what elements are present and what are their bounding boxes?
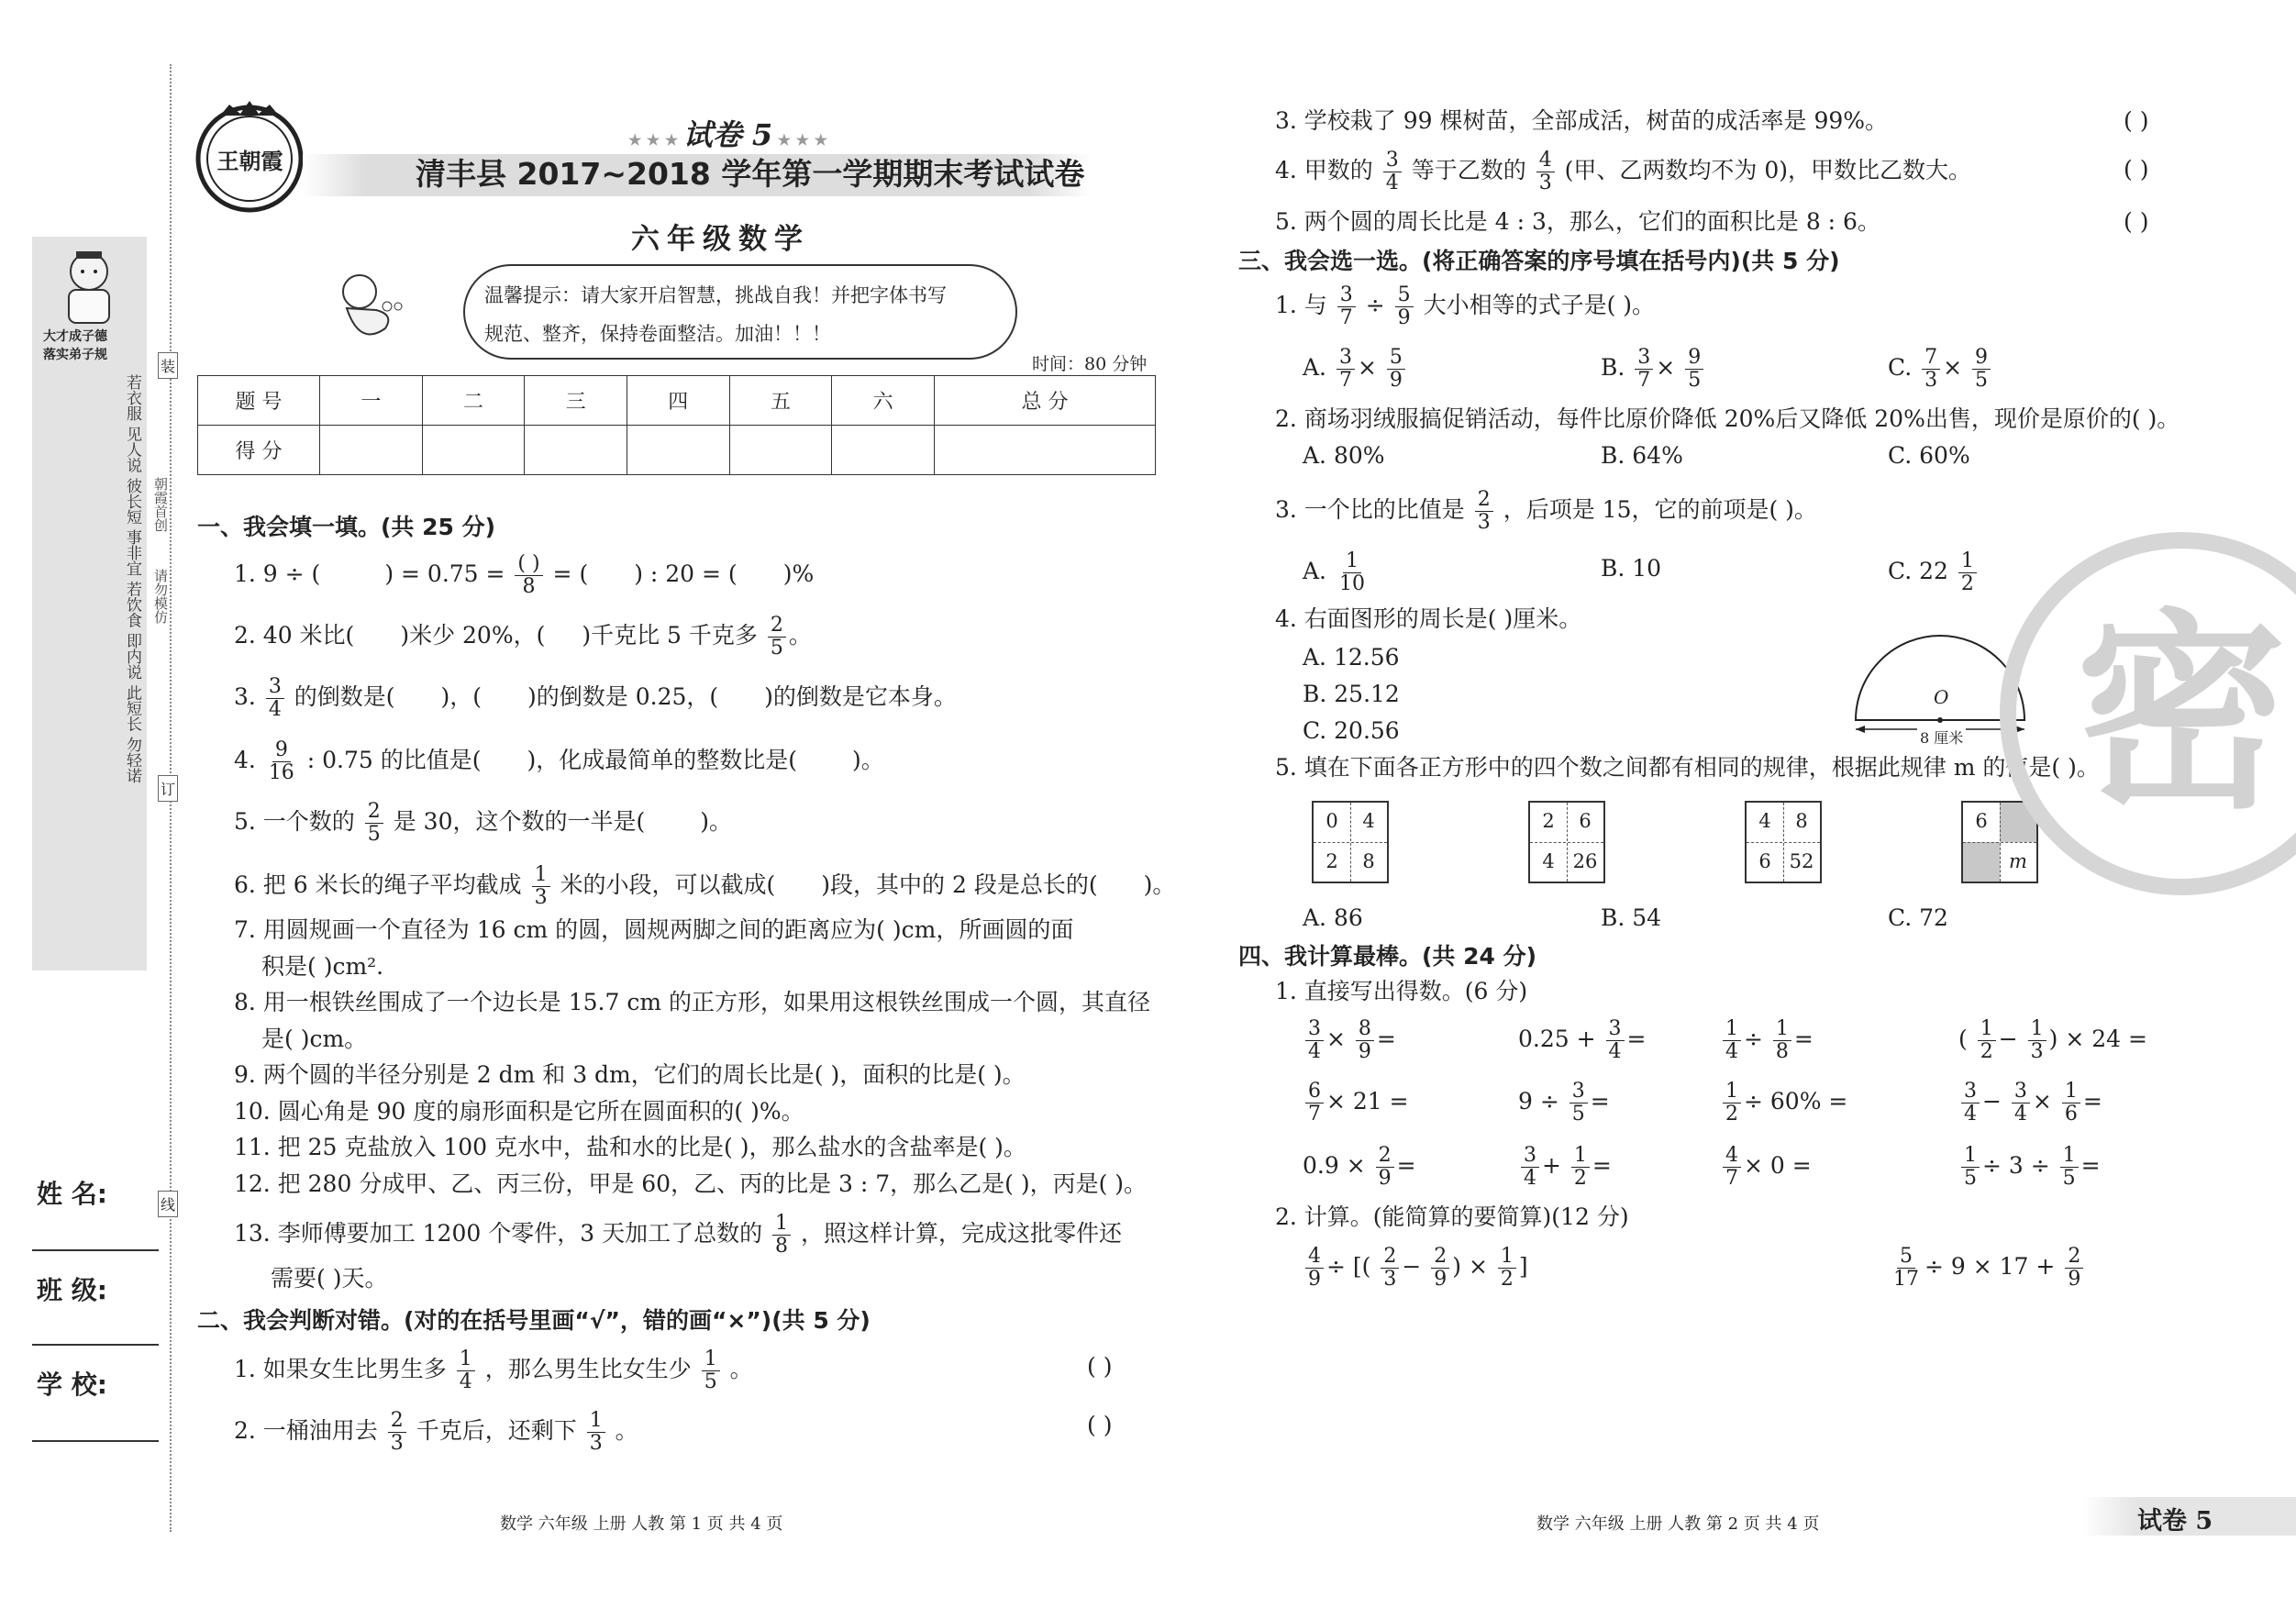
s2-q5: 5. 两个圆的周长比是 4 : 3，那么，它们的面积比是 8 : 6。 xyxy=(1275,208,1880,235)
school-label: 学 校: xyxy=(37,1370,107,1400)
semicircle-diameter-label: 8 厘米 xyxy=(1917,726,1966,748)
fraction: $\frac{5}{9}$ xyxy=(1387,347,1405,392)
box-num: 26 xyxy=(1572,850,1598,872)
calc-r2-b: 9 ÷ $\frac{3}{5}$ = xyxy=(1518,1080,1610,1126)
fraction: $\frac{9}{5}$ xyxy=(1685,347,1703,392)
logo-emblem xyxy=(193,99,307,214)
tip-line-1: 温馨提示：请大家开启智慧，挑战自我！并把字体书写 xyxy=(484,284,947,306)
subject-title: 六年级数学 xyxy=(631,223,810,256)
s3-q4-optA[interactable]: A. 12.56 xyxy=(1303,644,1400,671)
exam-time: 时间：80 分钟 xyxy=(1032,354,1148,374)
name-label: 姓 名: xyxy=(37,1179,107,1209)
s3-q4-optC[interactable]: C. 20.56 xyxy=(1303,717,1400,744)
box-num: 2 xyxy=(1542,810,1555,832)
score-table xyxy=(197,375,1156,475)
box-num: 4 xyxy=(1362,810,1375,832)
s1-q12: 12. 把 280 分成甲、乙、丙三份，甲是 60，乙、丙的比是 3 : 7，那么乙是( )，丙是( )。 xyxy=(234,1170,1148,1197)
s1-q7-line2: 积是( )cm². xyxy=(261,953,384,980)
score-table-header-row xyxy=(198,376,1156,426)
s2-q2: 2. 一桶油用去 $\frac{2}{3}$ 千克后，还剩下 $\frac{1}{3}$ 。 xyxy=(234,1409,638,1455)
score-cell: 题 号 xyxy=(198,376,320,426)
class-label: 班 级: xyxy=(37,1275,107,1305)
score-table-score-row xyxy=(198,426,1156,475)
school-field-line[interactable] xyxy=(32,1440,159,1442)
bind-char-2: 订 xyxy=(158,775,178,802)
box-num: 8 xyxy=(1362,850,1375,872)
section2-heading: 二、我会判断对错。(对的在括号里画“√”，错的画“×”)(共 5 分) xyxy=(197,1307,871,1334)
fraction: $\frac{2}{3}$ xyxy=(1475,489,1493,534)
fraction: $\frac{3}{4}$ xyxy=(2012,1081,2030,1126)
fraction: $\frac{5}{17}$ xyxy=(1893,1245,1919,1291)
box-num: 4 xyxy=(1758,810,1771,832)
fraction: $\frac{1}{2}$ xyxy=(1571,1145,1590,1190)
box-num-unknown: m xyxy=(2009,850,2027,872)
score-input-cell[interactable] xyxy=(320,426,423,475)
fraction: $\frac{8}{9}$ xyxy=(1356,1018,1374,1063)
calc-r1-b: 0.25 + $\frac{3}{4}$ = xyxy=(1518,1017,1647,1063)
sidebar-poem-col: 勿轻诺 xyxy=(123,736,141,783)
watermark-char: 密 xyxy=(2075,590,2287,837)
s1-q8-line1: 8. 用一根铁丝围成了一个边长是 15.7 cm 的正方形，如果用这根铁丝围成一个圆，其直径 xyxy=(234,989,1151,1015)
fraction: $\frac{1}{2}$ xyxy=(1498,1246,1516,1291)
fraction: $\frac{1}{2}$ xyxy=(1978,1018,1996,1063)
s3-q1-optC[interactable]: C. $\frac{7}{3}$ × $\frac{9}{5}$ xyxy=(1888,347,1993,392)
s3-q5-optB[interactable]: B. 54 xyxy=(1601,904,1662,931)
sidebar-poem-col: 彼长短 xyxy=(123,477,141,525)
fraction: $\frac{1}{3}$ xyxy=(2028,1018,2046,1063)
score-input-cell[interactable] xyxy=(627,426,729,475)
fraction: $\frac{1}{8}$ xyxy=(1773,1018,1791,1063)
calc-r3-b: $\frac{3}{4}$ + $\frac{1}{2}$ = xyxy=(1518,1145,1612,1190)
calc-r2-c: $\frac{1}{2}$ ÷ 60% = xyxy=(1720,1081,1847,1126)
fraction: $\frac{1}{3}$ xyxy=(532,864,550,909)
sidebar-poem-block xyxy=(39,374,140,961)
s3-q4-optB[interactable]: B. 25.12 xyxy=(1303,681,1400,707)
score-cell: 三 xyxy=(525,376,627,426)
secret-watermark-stamp xyxy=(2000,532,2296,895)
score-cell: 一 xyxy=(320,376,423,426)
score-cell: 总 分 xyxy=(934,376,1155,426)
logo-text: 王朝霞 xyxy=(216,148,283,174)
s2-q3-blank[interactable]: ( ) xyxy=(2124,107,2149,134)
s2-q3: 3. 学校栽了 99 棵树苗，全部成活，树苗的成活率是 99%。 xyxy=(1275,107,1889,134)
fraction: $\frac{1}{5}$ xyxy=(2060,1145,2079,1190)
s3-q4: 4. 右面图形的周长是( )厘米。 xyxy=(1275,605,1582,632)
fraction: $\frac{3}{4}$ xyxy=(1383,150,1402,194)
footer-left: 数学 六年级 上册 人教 第 1 页 共 4 页 xyxy=(500,1514,783,1534)
pattern-box-4 xyxy=(1961,801,2038,883)
s1-q11: 11. 把 25 克盐放入 100 克水中，盐和水的比是( )，那么盐水的含盐率是( )。 xyxy=(234,1134,1026,1160)
sidebar-portrait xyxy=(52,246,126,328)
fraction: $\frac{( )}{8}$ xyxy=(515,553,542,598)
s1-q10: 10. 圆心角是 90 度的扇形面积是它所在圆面积的( )%。 xyxy=(234,1098,804,1125)
fraction: $\frac{2}{3}$ xyxy=(388,1410,406,1455)
fraction: $\frac{3}{4}$ xyxy=(266,676,284,721)
fraction: $\frac{3}{7}$ xyxy=(1635,347,1653,392)
s2-q5-blank[interactable]: ( ) xyxy=(2124,208,2149,235)
fraction: $\frac{9}{5}$ xyxy=(1972,347,1991,392)
mascot-illustration xyxy=(330,264,413,356)
s3-q2-optB[interactable]: B. 64% xyxy=(1601,442,1683,469)
s1-q5: 5. 一个数的 $\frac{2}{5}$ 是 30，这个数的一半是( )。 xyxy=(234,800,732,846)
s1-q9: 9. 两个圆的半径分别是 2 dm 和 3 dm，它们的周长比是( )，面积的比是( )。 xyxy=(234,1061,1026,1088)
pattern-box-2 xyxy=(1528,801,1605,883)
fraction: $\frac{1}{8}$ xyxy=(772,1213,791,1258)
sidebar-panel xyxy=(32,237,147,970)
fraction: $\frac{3}{7}$ xyxy=(1337,284,1356,329)
box-num: 6 xyxy=(1758,850,1771,872)
fraction: $\frac{7}{3}$ xyxy=(1922,347,1940,392)
calc2-expr1: $\frac{4}{9}$ ÷ [( $\frac{2}{3}$ − $\frac{2}{9}$ ) × $\frac{1}{2}$ ] xyxy=(1303,1246,1528,1291)
fraction: $\frac{9}{16}$ xyxy=(268,738,294,784)
footer-tag: 试卷 5 xyxy=(2137,1507,2213,1536)
box-num: 8 xyxy=(1795,810,1808,832)
s1-q4: 4. $\frac{9}{16}$ : 0.75 的比值是( )，化成最简单的整数比是( )。 xyxy=(234,738,884,784)
score-cell: 六 xyxy=(832,376,935,426)
score-input-cell[interactable] xyxy=(934,426,1155,475)
s1-q2: 2. 40 米比( )米少 20%，( )千克比 5 千克多 $\frac{2}{5}$ 。 xyxy=(234,614,812,660)
s3-q3-optA[interactable]: A. $\frac{1}{10}$ xyxy=(1303,550,1370,595)
s1-q7-line1: 7. 用圆规画一个直径为 16 cm 的圆，圆规两脚之间的距离应为( )cm，所画圆的面 xyxy=(234,916,1074,943)
fraction: $\frac{4}{9}$ xyxy=(1305,1246,1324,1291)
s3-q2: 2. 商场羽绒服搞促销活动，每件比原价降低 20%后又降低 20%出售，现价是原价的( )。 xyxy=(1275,405,2180,432)
sidebar-motto-1: 大才成子德 xyxy=(43,329,107,344)
fraction: $\frac{1}{10}$ xyxy=(1338,549,1365,595)
bind-char-3: 线 xyxy=(158,1191,178,1217)
sidebar-poem-col: 事非宜 xyxy=(123,529,141,577)
class-field-line[interactable] xyxy=(32,1344,159,1346)
s3-q5-optA[interactable]: A. 86 xyxy=(1303,904,1363,931)
box-num: 6 xyxy=(1579,810,1592,832)
fraction: $\frac{3}{4}$ xyxy=(1961,1081,1980,1126)
s2-q1-blank[interactable]: ( ) xyxy=(1087,1353,1113,1380)
s3-q5-optC[interactable]: C. 72 xyxy=(1888,904,1948,931)
s2-q2-blank[interactable]: ( ) xyxy=(1087,1412,1113,1438)
fraction: $\frac{2}{3}$ xyxy=(1381,1246,1399,1291)
tip-line-2: 规范、整齐，保持卷面整洁。加油！！！ xyxy=(484,323,831,345)
calc-r2-d: $\frac{3}{4}$ − $\frac{3}{4}$ × $\frac{1}{6}$ = xyxy=(1958,1081,2102,1126)
fraction: $\frac{2}{5}$ xyxy=(365,801,383,846)
s1-q1: 1. 9 ÷ ( ) = 0.75 = $\frac{( )}{8}$ = ( ) : 20 = ( )% xyxy=(234,552,815,598)
s4-sub2: 2. 计算。(能简算的要简算)(12 分) xyxy=(1275,1203,1629,1230)
s3-q1: 1. 与 $\frac{3}{7}$ ÷ $\frac{5}{9}$ 大小相等的式子是( )。 xyxy=(1275,283,1656,329)
pattern-box-3 xyxy=(1745,801,1822,883)
fraction: $\frac{3}{4}$ xyxy=(1606,1018,1625,1063)
s2-q4-blank[interactable]: ( ) xyxy=(2124,156,2149,183)
section4-heading: 四、我计算最棒。(共 24 分) xyxy=(1238,943,1537,970)
calc2-expr2: $\frac{5}{17}$ ÷ 9 × 17 + $\frac{2}{9}$ xyxy=(1888,1246,2086,1291)
fraction: $\frac{1}{2}$ xyxy=(1723,1081,1741,1126)
fraction: $\frac{1}{4}$ xyxy=(457,1348,475,1393)
paper-number: ★ ★ ★ 试卷 5 ★ ★ ★ xyxy=(628,117,827,152)
fraction: $\frac{3}{4}$ xyxy=(1305,1018,1324,1063)
sidebar-poem-col: 即内说 xyxy=(123,633,141,681)
calc-r1-d: ( $\frac{1}{2}$ − $\frac{1}{3}$ ) × 24 = xyxy=(1958,1017,2147,1063)
score-row-label: 得 分 xyxy=(198,426,320,475)
s3-q1-optA[interactable]: A. $\frac{3}{7}$ × $\frac{5}{9}$ xyxy=(1303,347,1408,392)
box-num: 6 xyxy=(1975,810,1988,832)
score-cell: 五 xyxy=(729,376,832,426)
fraction: $\frac{1}{5}$ xyxy=(1961,1145,1980,1190)
box-num: 0 xyxy=(1325,810,1338,832)
fraction: $\frac{2}{5}$ xyxy=(768,615,786,660)
fraction: $\frac{4}{7}$ xyxy=(1723,1145,1741,1190)
semicircle-center-label: O xyxy=(1934,686,1949,708)
s1-q13-line2: 需要( )天。 xyxy=(271,1265,388,1292)
fraction: $\frac{1}{4}$ xyxy=(1723,1018,1741,1063)
fraction: $\frac{3}{5}$ xyxy=(1569,1081,1588,1126)
s2-q4: 4. 甲数的 $\frac{3}{4}$ 等于乙数的 $\frac{4}{3}$ (甲、乙两数均不为 0)，甲数比乙数大。 xyxy=(1275,149,1972,194)
box-num: 2 xyxy=(1325,850,1338,872)
paper-number-text: 试卷 5 xyxy=(682,117,773,152)
s1-q8-line2: 是( )cm。 xyxy=(261,1026,368,1052)
fraction: $\frac{1}{3}$ xyxy=(587,1410,605,1455)
sidebar-poem-col: 若饮食 xyxy=(123,581,141,628)
score-cell: 二 xyxy=(422,376,525,426)
s3-q3: 3. 一个比的比值是 $\frac{2}{3}$ ，后项是 15，它的前项是( )。 xyxy=(1275,488,1817,534)
s2-q1: 1. 如果女生比男生多 $\frac{1}{4}$ ，那么男生比女生少 $\frac{1}{5}$ 。 xyxy=(234,1347,753,1393)
side-label-1: 朝霞首创 xyxy=(152,477,169,532)
sidebar-motto-2: 落实弟子规 xyxy=(43,348,107,362)
sidebar-poem-col: 若衣服 xyxy=(123,374,141,421)
calc-r1-a: $\frac{3}{4}$ × $\frac{8}{9}$ = xyxy=(1303,1018,1396,1063)
bind-char-1: 装 xyxy=(158,352,178,379)
score-input-cell[interactable] xyxy=(729,426,832,475)
fraction: $\frac{6}{7}$ xyxy=(1305,1081,1324,1126)
s3-q5: 5. 填在下面各正方形中的四个数之间都有相同的规律，根据此规律 m 的值是( )。 xyxy=(1275,754,2100,781)
s3-q3-optC[interactable]: C. 22 $\frac{1}{2}$ xyxy=(1888,550,1980,595)
fraction: $\frac{1}{6}$ xyxy=(2062,1081,2080,1126)
fraction: $\frac{1}{2}$ xyxy=(1958,550,1977,595)
s1-q13-line1: 13. 李师傅要加工 1200 个零件，3 天加工了总数的 $\frac{1}{8}$ ，照这样计算，完成这批零件还 xyxy=(234,1212,1122,1258)
side-label-2: 请勿模仿 xyxy=(152,569,169,624)
s3-q1-optB[interactable]: B. $\frac{3}{7}$ × $\frac{9}{5}$ xyxy=(1601,347,1706,392)
s1-q6: 6. 把 6 米长的绳子平均截成 $\frac{1}{3}$ 米的小段，可以截成( )段，其中的 2 段是总长的( )。 xyxy=(234,863,1176,909)
score-input-cell[interactable] xyxy=(525,426,627,475)
sidebar-poem-col: 见人说 xyxy=(123,426,141,473)
calc-r1-c: $\frac{1}{4}$ ÷ $\frac{1}{8}$ = xyxy=(1720,1018,1814,1063)
score-input-cell[interactable] xyxy=(832,426,935,475)
fraction: $\frac{2}{9}$ xyxy=(1376,1145,1394,1190)
s3-q2-optC[interactable]: C. 60% xyxy=(1888,442,1970,469)
score-cell: 四 xyxy=(627,376,729,426)
section3-heading: 三、我会选一选。(将正确答案的序号填在括号内)(共 5 分) xyxy=(1238,248,1840,274)
fraction: $\frac{5}{9}$ xyxy=(1395,284,1414,329)
exam-title: 清丰县 2017~2018 学年第一学期期末考试试卷 xyxy=(416,156,1085,192)
section1-heading: 一、我会填一填。(共 25 分) xyxy=(197,514,496,540)
calc-r3-d: $\frac{1}{5}$ ÷ 3 ÷ $\frac{1}{5}$ = xyxy=(1958,1145,2101,1190)
pattern-box-1 xyxy=(1312,801,1389,883)
fraction: $\frac{3}{4}$ xyxy=(1521,1145,1539,1190)
fraction: $\frac{1}{5}$ xyxy=(702,1348,720,1393)
name-field-line[interactable] xyxy=(32,1249,159,1251)
s3-q3-optB[interactable]: B. 10 xyxy=(1601,555,1662,582)
fraction: $\frac{3}{7}$ xyxy=(1337,347,1355,392)
s1-q3: 3. $\frac{3}{4}$ 的倒数是( )，( )的倒数是 0.25，( )的倒数是它本身。 xyxy=(234,675,957,721)
fraction: $\frac{2}{9}$ xyxy=(2065,1246,2083,1291)
s4-sub1: 1. 直接写出得数。(6 分) xyxy=(1275,978,1528,1004)
sidebar-poem-col: 此短长 xyxy=(123,684,141,732)
box-num: 4 xyxy=(1542,850,1555,872)
s3-q2-optA[interactable]: A. 80% xyxy=(1303,442,1385,469)
calc-r2-a: $\frac{6}{7}$ × 21 = xyxy=(1303,1081,1409,1126)
fraction: $\frac{2}{9}$ xyxy=(1431,1246,1449,1291)
calc-r3-a: 0.9 × $\frac{2}{9}$ = xyxy=(1303,1144,1416,1190)
box-num: 52 xyxy=(1789,850,1814,872)
score-input-cell[interactable] xyxy=(422,426,525,475)
calc-r3-c: $\frac{4}{7}$ × 0 = xyxy=(1720,1145,1812,1190)
fraction: $\frac{4}{3}$ xyxy=(1536,150,1555,194)
footer-right: 数学 六年级 上册 人教 第 2 页 共 4 页 xyxy=(1536,1514,1820,1534)
